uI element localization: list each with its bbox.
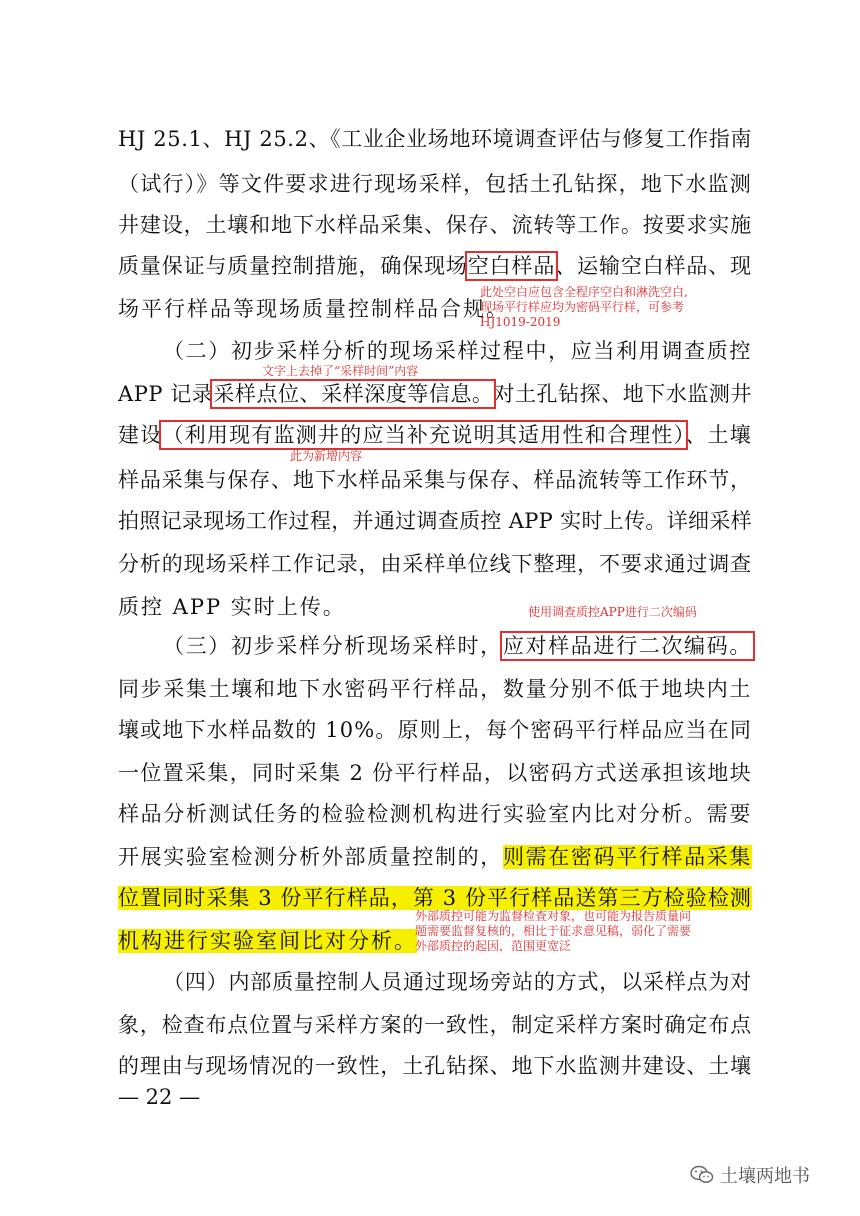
body-text: APP 记录 — [118, 382, 214, 406]
text-line — [118, 465, 752, 495]
annotation-line: HJ1019-2019 — [480, 315, 561, 329]
body-text: 象，检查布点位置与采样方案的一致性，制定采样方案时确定布点 — [118, 1013, 752, 1037]
text-line — [118, 1051, 752, 1081]
text-line — [118, 715, 752, 745]
body-text: 质量保证与质量控制措施，确保现场 — [118, 254, 468, 278]
red-annotation — [290, 449, 362, 464]
body-text: 质控 APP 实时上传。 — [118, 595, 346, 619]
annotation-line: 此为新增内容 — [290, 449, 363, 463]
body-text: 样品采集与保存、地下水样品采集与保存、样品流转等工作环节， — [118, 468, 752, 492]
watermark — [690, 1162, 810, 1188]
text-line — [118, 251, 752, 281]
red-boxed-text: 空白样品 — [467, 254, 556, 278]
watermark-text: 土壤两地书 — [720, 1166, 810, 1187]
annotation-line: 此处空白应包含全程序空白和淋洗空白, — [480, 285, 688, 299]
annotation-line: 文字上去掉了“采样时间”内容 — [262, 364, 419, 378]
text-line — [118, 842, 752, 872]
body-text: 建设 — [118, 423, 163, 447]
body-text: HJ 25.1、HJ 25.2、《工业企业场地环境调查评估与修复工作指南 — [118, 127, 752, 151]
highlighted-text: 则需在密码平行样品采集 — [502, 845, 753, 869]
text-line — [118, 379, 752, 409]
red-boxed-text: （利用现有监测井的应当补充说明其适用性和合理性） — [162, 423, 686, 447]
text-line — [118, 674, 752, 704]
annotation-line: 题需要监督复核的，相比于征求意见稿，弱化了需要 — [415, 924, 692, 938]
annotation-line: 外部质控的起因，范围更宽泛 — [415, 939, 572, 953]
body-text: 一位置采集，同时采集 2 份平行样品，以密码方式送承担该地块 — [118, 761, 752, 785]
highlighted-text: 机构进行实验室间比对分析。 — [118, 929, 417, 953]
red-annotation — [528, 605, 697, 620]
red-boxed-text: 采样点位、采样深度等信息。 — [213, 382, 494, 406]
body-text: 开展实验室检测分析外部质量控制的， — [118, 845, 503, 869]
text-line — [118, 799, 752, 829]
red-boxed-text: 应对样品进行二次编码。 — [502, 634, 753, 658]
body-text: 的理由与现场情况的一致性，土孔钻探、地下水监测井建设、土壤 — [118, 1054, 752, 1078]
text-line — [163, 336, 752, 366]
body-text: （试行）》等文件要求进行现场采样，包括土孔钻探，地下水监测 — [118, 172, 752, 196]
text-line — [118, 124, 752, 154]
text-line — [118, 169, 752, 199]
text-line — [118, 758, 752, 788]
body-text: 分析的现场采样工作记录，由采样单位线下整理，不要求通过调查 — [118, 552, 752, 576]
body-text: （三）初步采样分析现场采样时， — [163, 634, 503, 658]
body-text: 拍照记录现场工作过程，并通过调查质控 APP 实时上传。详细采样 — [118, 509, 752, 533]
body-text: （二）初步采样分析的现场采样过程中，应当利用调查质控 — [163, 339, 752, 363]
text-line — [118, 506, 752, 536]
highlighted-text: 位置同时采集 3 份平行样品，第 3 份平行样品送第三方检验检测 — [118, 886, 752, 910]
text-line — [118, 210, 752, 240]
annotation-line: 现场平行样应均为密码平行样，可参考 — [480, 300, 685, 314]
body-text: 井建设，土壤和地下水样品采集、保存、流转等工作。按要求实施 — [118, 213, 752, 237]
red-annotation — [480, 285, 688, 330]
body-text: 壤或地下水样品数的 10%。原则上，每个密码平行样品应当在同 — [118, 718, 752, 742]
text-line — [118, 926, 417, 956]
body-text: （四）内部质量控制人员通过现场旁站的方式，以采样点为对 — [163, 970, 752, 994]
page-number: — 22 — — [118, 1085, 201, 1109]
text-line — [118, 420, 752, 450]
text-line — [163, 967, 752, 997]
text-line — [163, 631, 752, 661]
annotation-line: 外部质控可能为监督检查对象，也可能为报告质量问 — [415, 909, 692, 923]
annotation-line: 使用调查质控APP进行二次编码 — [528, 605, 697, 619]
text-line — [118, 294, 509, 324]
body-text: 、运输空白样品、现 — [555, 254, 753, 278]
red-annotation — [415, 909, 691, 954]
body-text: 对土孔钻探、地下水监测井 — [493, 382, 753, 406]
body-text: 同步采集土壤和地下水密码平行样品，数量分别不低于地块内土 — [118, 677, 752, 701]
text-line — [118, 549, 752, 579]
body-text: 场平行样品等现场质量控制样品合规。 — [118, 297, 509, 321]
body-text: 样品分析测试任务的检验检测机构进行实验室内比对分析。需要 — [118, 802, 752, 826]
wechat-icon — [690, 1165, 714, 1185]
text-line — [118, 1010, 752, 1040]
text-line — [118, 592, 346, 622]
red-annotation — [262, 364, 418, 379]
body-text: 、土壤 — [685, 423, 753, 447]
